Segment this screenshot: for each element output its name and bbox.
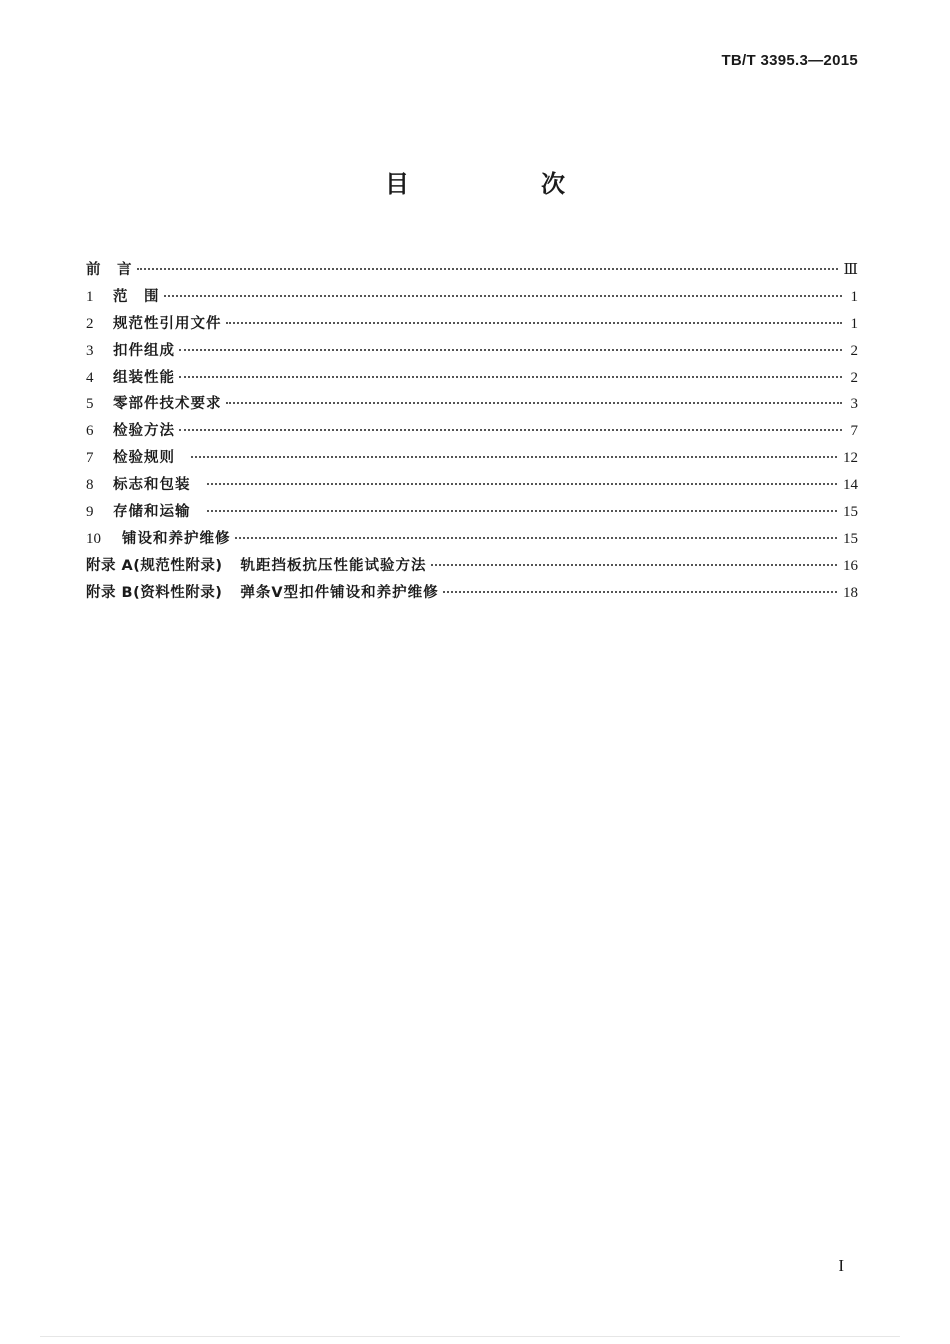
toc-entry-label: 弹条Ⅴ型扣件铺设和养护维修 xyxy=(240,584,439,601)
toc-entry-number: 6 xyxy=(86,423,94,440)
toc-entry-component-requirements[interactable] xyxy=(86,392,858,419)
toc-entry-label: 标志和包装 xyxy=(113,477,191,494)
page-bottom-rule xyxy=(40,1336,900,1337)
toc-entry-label: 前 言 xyxy=(86,262,133,278)
toc-entry-number: 8 xyxy=(86,477,94,494)
table-of-contents xyxy=(86,258,858,608)
toc-entry-label: 规范性引用文件 xyxy=(113,315,222,332)
dot-leader xyxy=(431,564,837,566)
toc-entry-page: Ⅲ xyxy=(843,262,858,278)
page-number: I xyxy=(838,1256,844,1275)
dot-leader xyxy=(226,322,843,324)
dot-leader xyxy=(164,295,843,297)
dot-leader xyxy=(137,268,838,270)
toc-entry-appendix-a[interactable] xyxy=(86,554,858,581)
toc-entry-number: 10 xyxy=(86,530,101,547)
toc-entry-number: 5 xyxy=(86,396,94,413)
toc-entry-page: 12 xyxy=(843,450,858,467)
toc-entry-inspection-rules[interactable] xyxy=(86,446,858,473)
dot-leader xyxy=(235,537,838,539)
dot-leader xyxy=(207,510,838,512)
appendix-prefix: 附录 A(规范性附录) xyxy=(86,557,223,574)
dot-leader xyxy=(443,591,837,593)
toc-entry-fastening-composition[interactable] xyxy=(86,339,858,366)
dot-leader xyxy=(179,429,842,431)
toc-entry-page: 7 xyxy=(850,423,858,440)
toc-entry-storage-transport[interactable] xyxy=(86,500,858,527)
toc-entry-number: 9 xyxy=(86,504,94,521)
toc-entry-label: 扣件组成 xyxy=(113,342,175,359)
toc-entry-laying-maintenance[interactable] xyxy=(86,527,858,554)
toc-entry-scope[interactable] xyxy=(86,285,858,312)
toc-entry-label: 检验规则 xyxy=(113,450,175,467)
toc-entry-page: 1 xyxy=(850,315,858,332)
dot-leader xyxy=(207,483,838,485)
toc-entry-page: 3 xyxy=(850,396,858,413)
toc-entry-number: 2 xyxy=(86,315,94,332)
toc-entry-label: 轨距挡板抗压性能试验方法 xyxy=(240,557,427,574)
toc-entry-label: 铺设和养护维修 xyxy=(122,530,231,547)
toc-entry-label: 存储和运输 xyxy=(113,504,191,521)
toc-entry-label: 检验方法 xyxy=(113,423,175,440)
toc-entry-test-methods[interactable] xyxy=(86,419,858,446)
toc-entry-number: 3 xyxy=(86,342,94,359)
toc-entry-label: 组装性能 xyxy=(113,369,175,386)
toc-title: 目 次 xyxy=(385,170,619,198)
toc-entry-page: 15 xyxy=(843,530,858,547)
appendix-prefix: 附录 B(资料性附录) xyxy=(86,584,223,601)
toc-entry-page: 2 xyxy=(850,369,858,386)
toc-entry-number: 4 xyxy=(86,369,94,386)
dot-leader xyxy=(179,349,842,351)
dot-leader xyxy=(226,402,843,404)
standard-code: TB/T 3395.3—2015 xyxy=(721,52,858,69)
dot-leader xyxy=(179,376,842,378)
dot-leader xyxy=(191,456,837,458)
toc-entry-label: 零部件技术要求 xyxy=(113,396,222,413)
toc-entry-assembly-performance[interactable] xyxy=(86,366,858,393)
toc-entry-normative-references[interactable] xyxy=(86,312,858,339)
toc-entry-number: 7 xyxy=(86,450,94,467)
toc-entry-page: 14 xyxy=(843,477,858,494)
toc-entry-page: 2 xyxy=(850,342,858,359)
toc-entry-page: 1 xyxy=(850,288,858,305)
toc-entry-number: 1 xyxy=(86,288,94,305)
toc-entry-appendix-b[interactable] xyxy=(86,581,858,608)
toc-entry-foreword[interactable] xyxy=(86,258,858,285)
toc-entry-page: 18 xyxy=(843,584,858,601)
toc-entry-marking-packaging[interactable] xyxy=(86,473,858,500)
toc-entry-label: 范 围 xyxy=(113,288,160,305)
toc-entry-page: 15 xyxy=(843,504,858,521)
toc-entry-page: 16 xyxy=(843,557,858,574)
